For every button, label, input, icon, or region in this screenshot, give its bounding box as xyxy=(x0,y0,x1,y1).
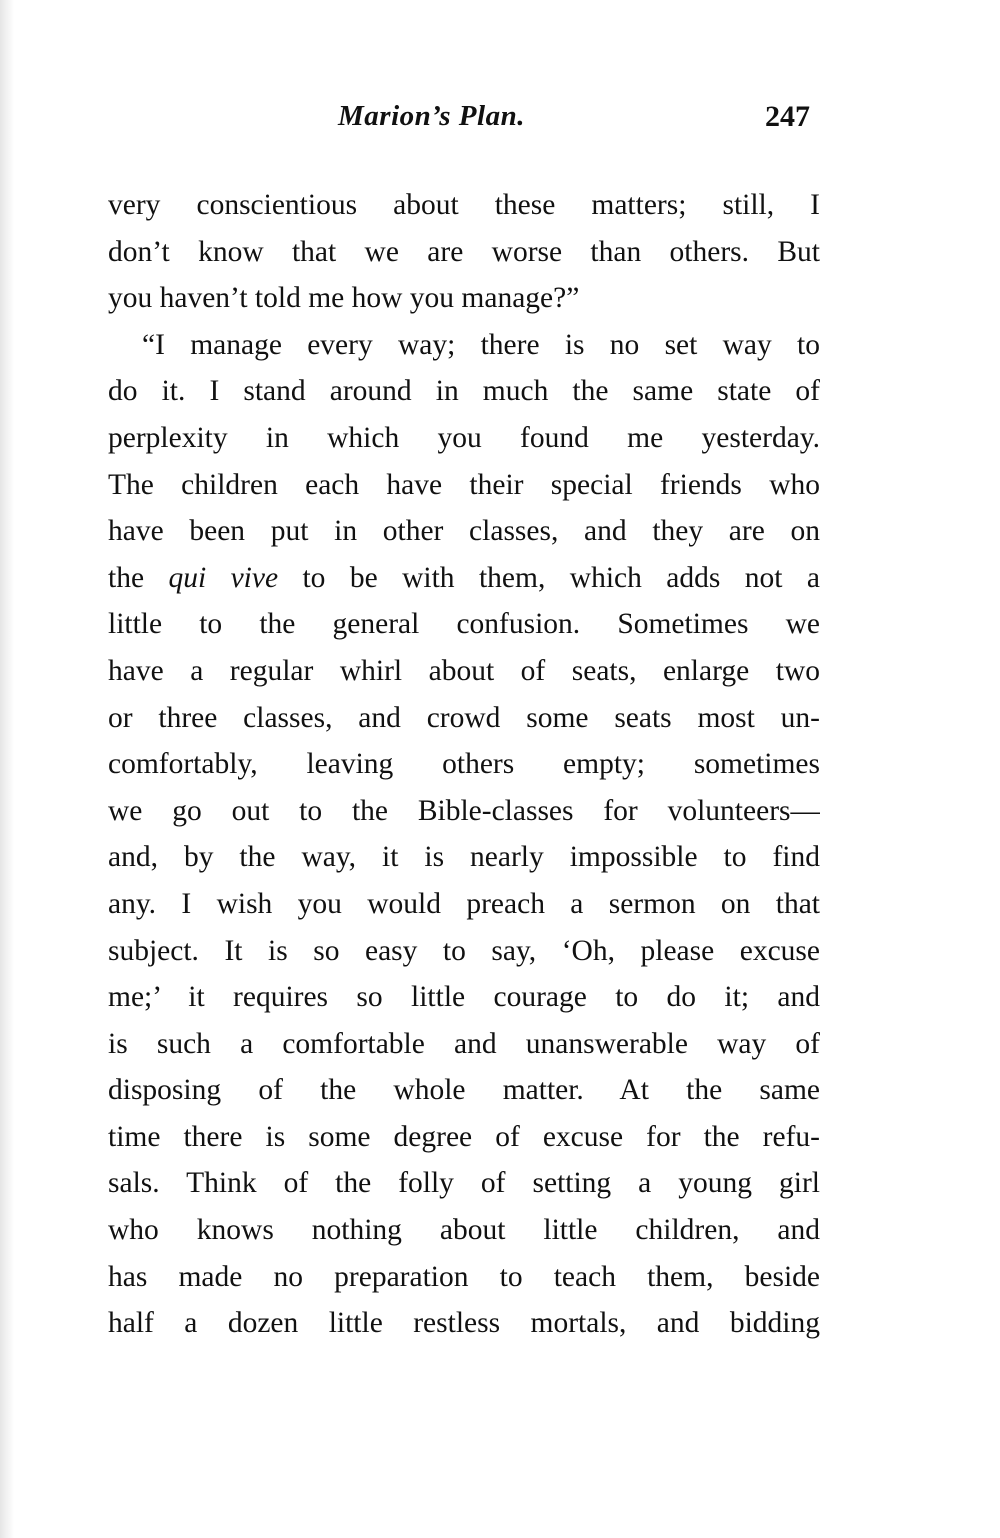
text-line: sals. Think of the folly of setting a young girl xyxy=(108,1167,820,1200)
text-line: subject. It is so easy to say, ‘Oh, please excuse xyxy=(108,934,820,967)
text-line: time there is some degree of excuse for the refu- xyxy=(108,1120,820,1153)
text-line: you haven’t told me how you manage?” xyxy=(108,282,580,315)
text-line: little to the general confusion. Sometimes we xyxy=(108,608,820,641)
italic-phrase: qui vive xyxy=(168,561,279,594)
text-line: is such a comfortable and unanswerable way of xyxy=(108,1027,820,1060)
text-line: comfortably, leaving others empty; sometimes xyxy=(108,748,820,781)
text-line-end: to be with them, which adds not a xyxy=(278,561,820,594)
page-number: 247 xyxy=(765,100,810,133)
text-line: perplexity in which you found me yesterday. xyxy=(108,421,820,454)
text-line: do it. I stand around in much the same state of xyxy=(108,375,820,408)
body-text xyxy=(108,182,820,1347)
text-line: have been put in other classes, and they are on xyxy=(108,515,820,548)
text-line: we go out to the Bible-classes for volunteers— xyxy=(108,794,820,827)
text-line: and, by the way, it is nearly impossible to find xyxy=(108,841,820,874)
text-line: me;’ it requires so little courage to do it; and xyxy=(108,981,820,1014)
text-line: The children each have their special friends who xyxy=(108,468,820,501)
text-line: very conscientious about these matters; still, I xyxy=(108,189,820,221)
text-line: who knows nothing about little children, and xyxy=(108,1214,820,1247)
text-line: has made no preparation to teach them, beside xyxy=(108,1260,820,1293)
text-line xyxy=(108,555,820,602)
running-title: Marion’s Plan. xyxy=(338,100,525,132)
page-gutter-shadow xyxy=(0,0,14,1538)
text-line: don’t know that we are worse than others. But xyxy=(108,235,820,268)
text-line: any. I wish you would preach a sermon on that xyxy=(108,887,820,920)
text-line: or three classes, and crowd some seats most un- xyxy=(108,701,820,734)
text-line: disposing of the whole matter. At the same xyxy=(108,1074,820,1107)
text-line: half a dozen little restless mortals, and bidding xyxy=(108,1307,820,1340)
text-line: have a regular whirl about of seats, enlarge two xyxy=(108,654,820,687)
text-line: “I manage every way; there is no set way to xyxy=(142,328,820,361)
text-line-start: the xyxy=(108,561,169,594)
running-head xyxy=(110,100,810,144)
